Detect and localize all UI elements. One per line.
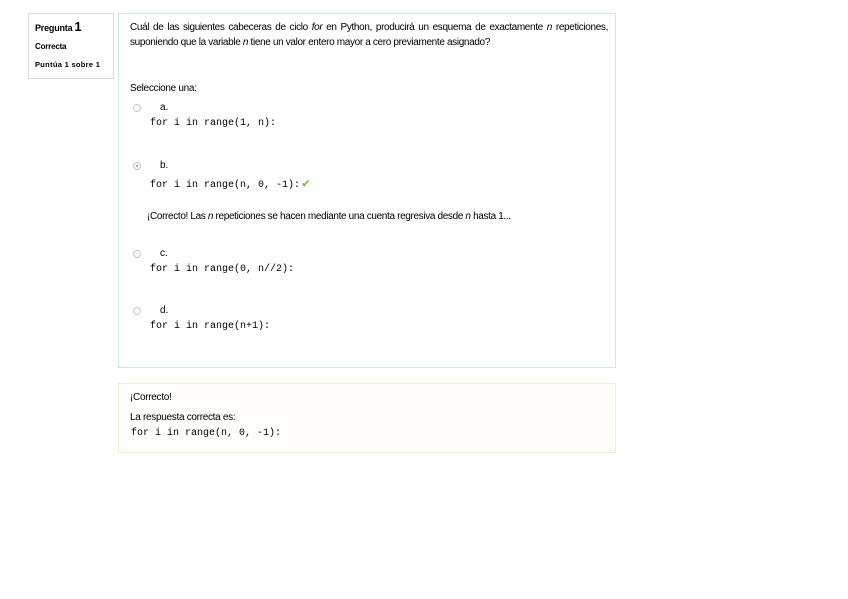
question-number-line (35, 18, 107, 36)
qtext-part: repeticiones, suponiendo que la variable (130, 22, 608, 48)
radio-b[interactable] (133, 162, 141, 170)
option-code-line (150, 176, 310, 191)
question-content (118, 13, 616, 368)
qtext-n: n (242, 36, 249, 48)
fb-part: hasta 1... (470, 211, 511, 222)
qtext-part: en Python, producirá un esquema de exactamente (322, 22, 547, 33)
fb-part: ¡Correcto! Las (147, 211, 208, 222)
answer-prompt: Seleccione una: (130, 83, 197, 94)
option-code: for i in range(1, n): (150, 118, 277, 129)
question-info (28, 13, 114, 79)
fb-part: repeticiones se hacen mediante una cuenta regresiva desde (213, 211, 466, 222)
specific-feedback (147, 211, 511, 222)
qtext-for: for (311, 22, 323, 33)
general-feedback: ¡Correcto! (130, 392, 172, 403)
correct-check-icon: ✔ (302, 176, 310, 191)
outcome-panel (118, 383, 616, 453)
qtext-n: n (546, 22, 552, 33)
question-number: 1 (74, 19, 82, 34)
option-letter: d. (160, 305, 169, 316)
question-label: Pregunta (35, 23, 73, 33)
fb-n: n (207, 211, 214, 222)
radio-a[interactable] (133, 104, 141, 112)
fb-n: n (465, 211, 471, 222)
option-code: for i in range(n, 0, -1): (150, 180, 301, 191)
right-answer-code: for i in range(n, 0, -1): (131, 428, 282, 439)
option-code: for i in range(0, n//2): (150, 264, 295, 275)
radio-c[interactable] (133, 250, 141, 258)
option-letter: b. (160, 160, 169, 171)
option-letter: a. (160, 102, 169, 113)
radio-d[interactable] (133, 307, 141, 315)
question-grade: Puntúa 1 sobre 1 (35, 60, 101, 69)
question-state: Correcta (35, 42, 67, 51)
question-text (130, 21, 608, 50)
right-answer-label: La respuesta correcta es: (130, 412, 236, 423)
option-code: for i in range(n+1): (150, 321, 271, 332)
qtext-part: tiene un valor entero mayor a cero previamente asignado? (248, 36, 490, 48)
option-letter: c. (160, 248, 168, 259)
qtext-part: Cuál de las siguientes cabeceras de ciclo (130, 22, 312, 33)
